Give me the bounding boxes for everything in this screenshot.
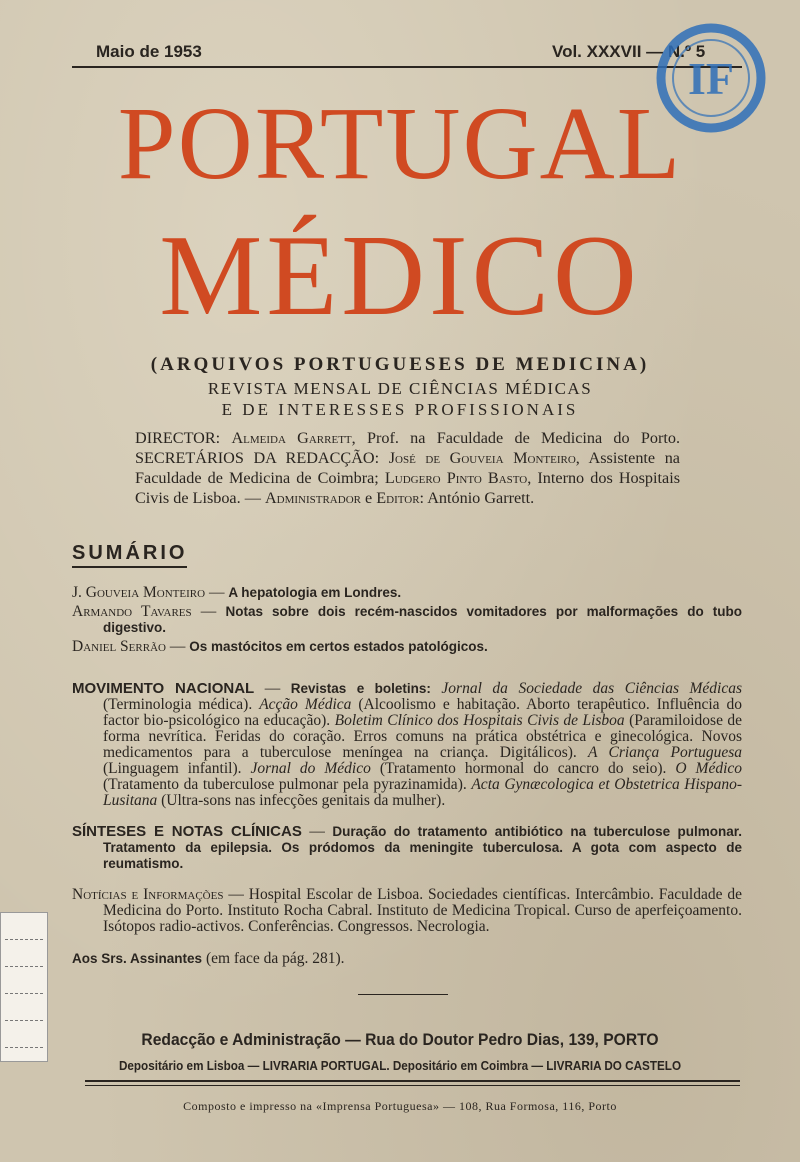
journal-title: A Criança Portuguesa	[588, 744, 742, 761]
issue-date: Maio de 1953	[96, 42, 202, 61]
movimento-sub: Revistas e boletins:	[290, 681, 431, 696]
magazine-title-line2: MÉDICO	[159, 212, 641, 340]
journal-topics: (Linguagem infantil).	[103, 760, 242, 777]
label-line	[5, 939, 43, 940]
subtitle-interests: E DE INTERESSES PROFISSIONAIS	[221, 400, 579, 419]
label-line	[5, 1020, 43, 1021]
assinantes-label: Aos Srs. Assinantes	[72, 951, 203, 966]
journal-title: Boletim Clínico dos Hospitais Civis de Lisboa	[334, 712, 625, 729]
admin-label: Administrador	[264, 489, 361, 507]
toc-assinantes	[72, 951, 742, 967]
toc-sinteses	[72, 824, 742, 872]
section-divider	[358, 994, 448, 995]
sinteses-label: SÍNTESES E NOTAS CLÍNICAS	[72, 823, 302, 840]
secretary2-name: Ludgero Pinto Basto	[384, 469, 528, 487]
journal-topics: (Alcoolismo e habitação. Aborto terapêutico. Influência do factor bio-psicológico na educação).	[103, 696, 742, 729]
article-author: Armando Tavares	[72, 603, 192, 620]
issue-volume: Vol. XXXVII — N.º 5	[552, 42, 706, 61]
summary-heading: SUMÁRIO	[72, 542, 187, 568]
journal-topics: (Tratamento da tuberculose pulmonar pela pyrazinamida).	[103, 776, 467, 793]
footer-rule	[85, 1080, 740, 1082]
movimento-entry: MOVIMENTO NACIONAL — Revistas e boletins: Jornal da Sociedade das Ciências Médicas (Terminologia médica). Acção Médica (Alcoolismo e habitação. Aborto terapêutico. Influência do factor bio-psicológico na educação). Boletim Clínico dos Hospitais Civis de Lisboa (Paramiloidose de forma nevrítica. Feridas do coração. Erros comuns na prática obstétrica e ginecológica. Novos medicamentos para a tuberculose meníngea na criança. Digitálicos). A Criança Portuguesa (Linguagem infantil). Jornal do Médico (Tratamento hormonal do cancro do seio). O Médico (Tratamento da tuberculose pulmonar pela pyrazinamida). Acta Gynæcologica et Obstetrica Hispano-Lusitana (Ultra-sons nas infecções genitais da mulher).	[72, 680, 743, 809]
article-title: Os mastócitos em certos estados patológicos.	[189, 639, 488, 654]
editor-name: António Garrett.	[427, 489, 535, 507]
toc-article: J. Gouveia Monteiro — A hepatologia em Londres.	[72, 584, 402, 601]
noticias-label: Notícias e Informações	[72, 886, 224, 903]
toc-noticias	[72, 887, 742, 935]
journal-topics: (Terminologia médica).	[103, 696, 253, 713]
sinteses-text: Duração do tratamento antibiótico na tuberculose pulmonar. Tratamento da epilepsia. Os pródomos da meningite tuberculosa. A gota com aspecto de reumatismo.	[103, 824, 742, 871]
label-line	[5, 993, 43, 994]
journal-title: Acta Gynæcologica et Obstetrica Hispano-Lusitana	[103, 776, 742, 809]
director-desc: , Prof. na Faculdade de Medicina do Porto.	[351, 429, 681, 447]
article-author: Daniel Serrão	[72, 638, 166, 655]
and-word: e	[365, 489, 373, 507]
journal-topics: (Paramiloidose de forma nevrítica. Feridas do coração. Erros comuns na prática obstétrica e ginecológica. Novos medicamentos para a tuberculose meníngea na criança. Digitálicos).	[103, 712, 743, 761]
label-line	[5, 966, 43, 967]
journal-topics: (Tratamento hormonal do cancro do seio).	[379, 760, 667, 777]
label-line	[5, 1047, 43, 1048]
printer-line: Composto e impresso na «Imprensa Portuguesa» — 108, Rua Formosa, 116, Porto	[183, 1099, 617, 1113]
article-author: J. Gouveia Monteiro	[72, 584, 206, 601]
library-label	[0, 912, 48, 1062]
noticias-entry: Notícias e Informações — Hospital Escolar de Lisboa. Sociedades científicas. Intercâmbio. Faculdade de Medicina do Porto. Instituto Rocha Cabral. Instituto de Medicina Tropical. Curso de aperfeiçoamento. Isótopos radio-activos. Conferências. Congressos. Necrologia.	[72, 886, 742, 935]
header-rule	[72, 66, 742, 68]
journal-title: Acção Médica	[259, 696, 352, 713]
magazine-title-line1: PORTUGAL	[117, 86, 683, 201]
secretary2-desc: , Interno dos Hospitais Civis de Lisboa. —	[135, 469, 681, 507]
sinteses-entry: SÍNTESES E NOTAS CLÍNICAS — Duração do tratamento antibiótico na tuberculose pulmonar. Tratamento da epilepsia. Os pródomos da meningite tuberculosa. A gota com aspecto de reumatismo.	[72, 823, 742, 871]
subtitle-archives: (ARQUIVOS PORTUGUESES DE MEDICINA)	[150, 354, 650, 375]
journal-title: Jornal da Sociedade das Ciências Médicas	[441, 680, 743, 697]
journal-title: Jornal do Médico	[250, 760, 371, 777]
secretary1-desc: , Assistente na Faculdade de Medicina de Coimbra;	[135, 449, 680, 487]
secretary1-name: José de Gouveia Monteiro	[388, 449, 576, 467]
subtitle-monthly: REVISTA MENSAL DE CIÊNCIAS MÉDICAS	[207, 379, 593, 398]
depositories: Depositário em Lisboa — LIVRARIA PORTUGAL. Depositário em Coimbra — LIVRARIA DO CASTELO	[118, 1058, 682, 1073]
director-label: DIRECTOR:	[135, 429, 221, 447]
director-name: Almeida Garrett	[231, 429, 352, 447]
article-title: A hepatologia em Londres.	[228, 585, 402, 600]
editor-label: Editor:	[376, 489, 425, 507]
assinantes-text: (em face da pág. 281).	[205, 950, 345, 967]
footer-rule-thin	[85, 1085, 740, 1086]
secretaries-label: SECRETÁRIOS DA REDACÇÃO:	[135, 449, 380, 467]
editorial-staff	[135, 428, 680, 508]
article-title: Notas sobre dois recém-nascidos vomitadores por malformações do tubo digestivo.	[103, 604, 742, 635]
toc-article: Armando Tavares — Notas sobre dois recém-nascidos vomitadores por malformações do tubo digestivo.	[72, 603, 742, 635]
journal-title: O Médico	[675, 760, 743, 777]
movimento-label: MOVIMENTO NACIONAL	[72, 680, 255, 697]
noticias-text: Hospital Escolar de Lisboa. Sociedades científicas. Intercâmbio. Faculdade de Medicina do Porto. Instituto Rocha Cabral. Instituto de Medicina Tropical. Curso de aperfeiçoamento. Isótopos radio-activos. Conferências. Congressos. Necrologia.	[103, 886, 742, 935]
toc-movimento	[72, 681, 742, 809]
editorial-address: Redacção e Administração — Rua do Doutor Pedro Dias, 139, PORTO	[141, 1030, 659, 1049]
toc-articles	[72, 585, 742, 655]
svg-text:IF: IF	[688, 53, 734, 104]
toc-article: Daniel Serrão — Os mastócitos em certos estados patológicos.	[72, 638, 488, 655]
journal-topics: (Ultra-sons nas infecções genitais da mulher).	[161, 792, 446, 809]
